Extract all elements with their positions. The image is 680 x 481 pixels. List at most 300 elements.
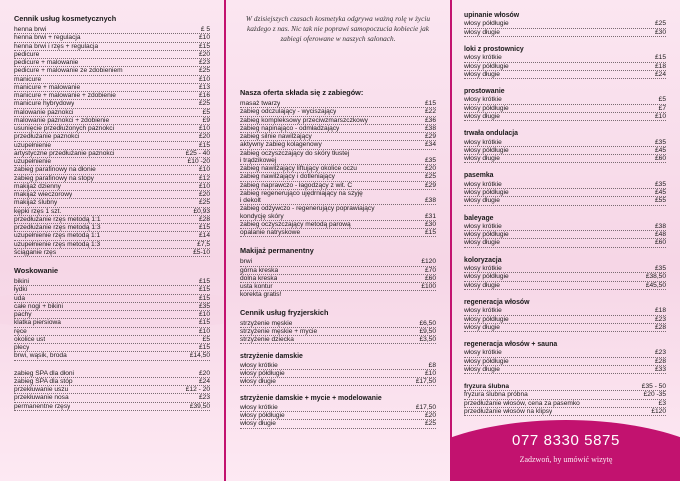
price-row	[464, 391, 666, 399]
service-price: £36	[424, 116, 436, 124]
service-name: przedłużanie włosów na klipsy	[464, 407, 553, 415]
service-price: £23	[198, 394, 210, 402]
price-row	[14, 241, 210, 249]
price-row	[240, 229, 436, 237]
service-name: zabieg nawilżający i dotleniający	[240, 173, 335, 181]
service-name: strzyżenie męskie	[240, 319, 293, 327]
service-price: £20	[424, 165, 436, 172]
service-price: £10	[424, 369, 436, 377]
price-row	[14, 109, 210, 117]
price-row	[14, 295, 210, 303]
booking-tagline: Zadzwoń, by umówić wizytę	[519, 455, 613, 464]
price-row	[464, 408, 666, 416]
service-name: włosy długie	[464, 112, 500, 120]
service-name: usunięcie przedłużonych paznokci	[14, 125, 115, 132]
price-row	[464, 105, 666, 113]
service-price: £10	[198, 311, 210, 318]
price-row	[14, 175, 210, 183]
price-row	[14, 125, 210, 133]
service-name: pedicure + malowanie	[14, 59, 79, 66]
service-price: £20	[198, 191, 210, 198]
service-price: £0,93	[193, 207, 210, 215]
price-row	[14, 403, 210, 411]
price-section	[464, 172, 666, 205]
service-price: £45	[654, 189, 666, 197]
price-row	[14, 249, 210, 257]
service-name: manicure + malowanie	[14, 83, 81, 91]
price-row	[240, 141, 436, 149]
service-name: włosy długie	[464, 197, 500, 205]
service-price: £15	[198, 319, 210, 327]
price-section	[464, 215, 666, 248]
service-price: £30	[424, 220, 436, 228]
price-row	[464, 239, 666, 247]
section-title: baleyage	[464, 214, 494, 222]
service-price: £5	[202, 335, 210, 343]
service-price: £29	[424, 133, 436, 140]
service-price: £28	[198, 215, 210, 223]
intro-text: W dzisiejszych czasach kosmetyka odgrywa ważną rolę w życiu każdego z nas. Nic tak nie poprawi samopoczucia kobiecie jak zabiegi oferowane w naszych salonach.	[245, 14, 431, 43]
section-title: prostowanie	[464, 88, 505, 96]
service-name: włosy krótkie	[240, 361, 278, 369]
price-row	[240, 125, 436, 133]
service-price: £12	[198, 174, 210, 182]
service-price: £14,50	[189, 352, 210, 360]
service-price: £70	[424, 266, 436, 274]
service-name: fryzura ślubna próbna	[464, 391, 528, 399]
service-name: makijaż dzienny	[14, 182, 61, 190]
service-name: pedicure	[14, 50, 40, 58]
section-title: upinanie włosów	[464, 12, 520, 19]
price-row	[464, 20, 666, 28]
section-title: koloryzacja	[464, 256, 502, 264]
service-name: henna brwi i rzęs + regulacja	[14, 42, 99, 50]
price-row	[14, 216, 210, 224]
service-price: £39,50	[189, 402, 210, 410]
price-row	[464, 155, 666, 163]
service-price: £3,50	[419, 336, 436, 343]
service-price: £15	[424, 229, 436, 236]
service-name: usta kontur	[240, 283, 273, 290]
service-price: £20	[424, 412, 436, 420]
service-name: przekłuwanie nosa	[14, 394, 69, 402]
service-name: włosy krótkie	[464, 96, 502, 104]
service-name: henna brwi	[14, 26, 47, 33]
service-name: kępki rzęs 1 szt.	[14, 207, 62, 215]
service-price: £25	[654, 20, 666, 28]
service-name: aktywny zabieg kolagenowy	[240, 141, 322, 149]
service-name: zabieg nawilżający liftujący okolice oczu	[240, 165, 357, 172]
service-name: górna kreska	[240, 266, 279, 274]
price-row	[14, 386, 210, 394]
service-price: £28	[654, 323, 666, 331]
service-name: korekta gratis!	[240, 291, 282, 299]
service-name: klatka piersiowa	[14, 319, 61, 327]
service-price: £20	[198, 133, 210, 141]
service-name: włosy krótkie	[240, 403, 278, 411]
price-row	[464, 223, 666, 231]
price-section	[464, 299, 666, 332]
service-name: malowanie paznokci	[14, 108, 74, 116]
service-name: włosy półdługie	[240, 412, 285, 420]
price-row	[14, 328, 210, 336]
service-name: manicure + malowanie + zdobienie	[14, 92, 116, 99]
price-row	[14, 117, 210, 125]
service-price: £5-10	[193, 248, 210, 256]
service-price: £10	[198, 166, 210, 174]
service-name: opalanie natryskowe	[240, 229, 301, 236]
service-name: włosy półdługie	[464, 189, 509, 197]
service-name: masaż twarzy	[240, 100, 281, 107]
price-row	[464, 324, 666, 332]
service-name: malowanie paznokci + zdobienie	[14, 116, 110, 124]
price-row	[14, 59, 210, 67]
price-row	[464, 181, 666, 189]
price-row	[464, 265, 666, 273]
price-section	[240, 395, 436, 428]
price-row	[14, 51, 210, 59]
service-name: włosy krótkie	[464, 180, 502, 188]
middle-sections	[240, 78, 436, 429]
service-price: £20	[198, 369, 210, 377]
price-row	[240, 291, 436, 298]
service-price: £10 -20	[187, 158, 210, 165]
price-row	[240, 404, 436, 412]
middle-price-list	[226, 0, 450, 438]
service-price: £35	[654, 180, 666, 188]
price-row	[240, 420, 436, 428]
price-row	[14, 92, 210, 100]
price-row	[464, 282, 666, 290]
section-title: Nasza oferta składa się z zabiegów:	[240, 88, 364, 97]
service-price: £48	[654, 231, 666, 239]
service-price: £55	[654, 197, 666, 205]
price-row	[14, 166, 210, 174]
section-title: strzyżenie damskie + mycie + modelowanie	[240, 395, 382, 403]
service-name: włosy długie	[464, 70, 500, 78]
service-price	[433, 190, 436, 197]
service-price	[433, 150, 436, 157]
price-row	[14, 26, 210, 34]
price-row	[464, 231, 666, 239]
price-row	[14, 84, 210, 92]
price-row	[14, 224, 210, 232]
service-price: £23	[654, 349, 666, 357]
service-name: przedłużanie rzęs metodą 1:3	[14, 224, 101, 231]
price-row	[14, 43, 210, 51]
service-price: £15	[198, 344, 210, 351]
price-row	[14, 191, 210, 199]
service-name: włosy długie	[464, 155, 500, 163]
price-row	[464, 366, 666, 374]
price-row	[240, 275, 436, 283]
service-name: artystyczne przedłużanie paznokci	[14, 149, 115, 157]
service-name: włosy półdługie	[240, 369, 285, 377]
price-section	[464, 88, 666, 121]
service-price: £13	[198, 83, 210, 91]
service-price: £15	[198, 278, 210, 285]
price-section	[240, 308, 436, 345]
section-title: Cennik usług kosmetycznych	[14, 14, 117, 23]
price-row	[240, 221, 436, 229]
section-title: Woskowanie	[14, 266, 59, 275]
service-price: £7,5	[197, 240, 210, 248]
service-price: £10	[198, 75, 210, 83]
service-name: uda	[14, 294, 26, 302]
price-section	[464, 383, 666, 416]
service-name: przedłużanie włosów, cena za pasemko	[464, 399, 580, 407]
service-price	[433, 205, 436, 212]
price-row	[240, 150, 436, 157]
service-price: £10	[198, 327, 210, 335]
price-section	[464, 341, 666, 374]
service-name: zabieg odżywczo - regenerujący poprawiający	[240, 205, 375, 213]
service-name: włosy długie	[464, 281, 500, 289]
service-price: £10	[654, 112, 666, 120]
service-name: zabieg oczyszczający metodą parową	[240, 220, 351, 228]
price-row	[464, 358, 666, 366]
service-name: włosy krótkie	[464, 222, 502, 230]
price-row	[14, 183, 210, 191]
price-row	[464, 147, 666, 155]
price-row	[240, 133, 436, 141]
service-price: £35 - 50	[641, 383, 666, 391]
service-price: £3	[658, 399, 666, 407]
service-price: £8	[428, 361, 436, 369]
price-row	[464, 307, 666, 315]
left-price-list	[0, 0, 224, 420]
price-row	[14, 352, 210, 360]
price-row	[240, 378, 436, 386]
service-name: strzyżenie męskie + mycie	[240, 327, 318, 335]
service-price: £33	[654, 365, 666, 373]
service-price: £17,50	[415, 403, 436, 411]
service-price: £34	[424, 141, 436, 149]
service-price: £12 - 20	[185, 386, 210, 393]
price-row	[464, 349, 666, 357]
service-price: £38,50	[645, 273, 666, 281]
service-price: £20 -35	[643, 391, 666, 399]
price-row	[14, 303, 210, 311]
price-row	[240, 100, 436, 108]
service-price: £25	[198, 67, 210, 75]
service-name: uzupełnienie	[14, 158, 52, 165]
service-price: £60	[424, 274, 436, 282]
price-row	[14, 150, 210, 158]
service-price: £60	[654, 239, 666, 247]
service-name: manicure hybrydowy	[14, 100, 75, 108]
price-row	[240, 336, 436, 344]
price-row	[14, 232, 210, 240]
section-title: strzyżenie damskie	[240, 353, 303, 361]
service-price: £15	[198, 224, 210, 231]
service-price: £7	[658, 104, 666, 112]
service-name: manicure	[14, 75, 42, 83]
service-name: brwi	[240, 258, 253, 266]
service-price: £15	[198, 286, 210, 294]
price-row	[14, 142, 210, 150]
service-price: £25	[424, 420, 436, 428]
service-name: fryzura ślubna	[464, 383, 510, 391]
price-row	[240, 258, 436, 266]
price-row	[464, 54, 666, 62]
service-name: pachy	[14, 311, 32, 318]
service-name: przedłużanie rzęs metodą 1:1	[14, 215, 101, 223]
service-name: makijaż ślubny	[14, 199, 58, 207]
service-name: włosy półdługie	[464, 20, 509, 28]
service-price: £100	[421, 283, 436, 290]
service-price: £ 5	[200, 26, 210, 33]
service-name: zabieg SPA dla dłoni	[14, 369, 74, 377]
service-price: £28	[654, 357, 666, 365]
price-row	[14, 67, 210, 75]
price-row	[240, 267, 436, 275]
service-price: £15	[198, 141, 210, 149]
price-section	[240, 88, 436, 237]
price-row	[464, 383, 666, 391]
price-row	[240, 328, 436, 336]
right-price-list	[452, 0, 680, 425]
service-price: £30	[654, 28, 666, 36]
service-name: ręce	[14, 327, 27, 335]
section-title: regeneracja włosów + sauna	[464, 341, 558, 348]
service-name: henna brwi + regulacja	[14, 34, 81, 42]
price-row	[240, 362, 436, 370]
service-price: £24	[654, 70, 666, 78]
service-name: zabieg silnie nawilżający	[240, 133, 312, 140]
service-price: £15	[424, 100, 436, 107]
service-price	[433, 291, 436, 298]
service-name: włosy długie	[464, 365, 500, 373]
service-price: £10	[198, 182, 210, 190]
service-price: £35	[654, 265, 666, 273]
service-name: bikini	[14, 278, 30, 285]
service-name: włosy półdługie	[464, 357, 509, 365]
service-name: włosy półdługie	[464, 146, 509, 154]
section-title: Cennik usług fryzjerskich	[240, 307, 329, 317]
service-name: przekłuwanie uszu	[14, 386, 69, 393]
price-row	[464, 197, 666, 205]
service-price: £120	[421, 258, 436, 266]
price-row	[464, 400, 666, 408]
service-price: £29	[424, 181, 436, 189]
service-price: £10	[198, 125, 210, 132]
service-price: £38	[424, 124, 436, 132]
price-row	[14, 278, 210, 286]
service-price: £45,50	[645, 281, 666, 289]
service-name: uzupełnienie	[14, 141, 52, 149]
decorative-wave-bottom	[452, 420, 680, 481]
price-row	[240, 283, 436, 291]
price-row	[464, 71, 666, 79]
service-name: zabieg kompleksowy przeciwzmarszczkowy	[240, 116, 368, 124]
service-name: i dekolt	[240, 197, 261, 204]
price-row	[464, 189, 666, 197]
service-price: £18	[654, 307, 666, 315]
price-section	[14, 370, 210, 411]
price-column-middle	[226, 0, 450, 481]
price-row	[240, 412, 436, 420]
price-row	[464, 96, 666, 104]
service-price: £25	[198, 199, 210, 207]
price-row	[14, 378, 210, 386]
price-row	[14, 133, 210, 141]
service-name: łydki	[14, 286, 28, 294]
service-name: zabieg SPA dla stóp	[14, 377, 73, 385]
service-name: dolna kreska	[240, 274, 278, 282]
service-price: £31	[424, 212, 436, 220]
service-name: włosy krótkie	[464, 54, 502, 62]
price-row	[14, 311, 210, 319]
section-title: loki z prostownicy	[464, 45, 524, 53]
section-title: Makijaż permanentny	[240, 246, 314, 256]
price-row	[240, 173, 436, 181]
price-row	[464, 316, 666, 324]
price-row	[464, 139, 666, 147]
service-name: permanentne rzęsy	[14, 402, 71, 410]
service-name: okolice ust	[14, 335, 46, 343]
price-column-left	[0, 0, 224, 481]
service-name: makijaż wieczorowy	[14, 191, 73, 198]
service-price: £14	[198, 232, 210, 240]
service-name: włosy półdługie	[464, 315, 509, 323]
service-price: £25	[424, 173, 436, 181]
price-section	[464, 130, 666, 163]
service-price: £25	[198, 100, 210, 108]
service-name: zabieg parafinowy na dłonie	[14, 166, 96, 174]
price-row	[14, 286, 210, 294]
service-price: £22	[424, 108, 436, 116]
price-row	[14, 158, 210, 166]
price-row	[464, 113, 666, 121]
service-price: £38	[654, 222, 666, 230]
service-name: włosy krótkie	[464, 265, 502, 273]
service-name: uzupełnienie rzęs metodą 1:3	[14, 240, 101, 248]
service-name: pedicure + malowanie ze zdobieniem	[14, 67, 123, 75]
service-price: £35	[198, 302, 210, 310]
service-price: £38	[424, 197, 436, 204]
price-row	[240, 213, 436, 221]
service-name: i trądzikowej	[240, 156, 277, 164]
price-section	[464, 46, 666, 79]
service-name: włosy długie	[464, 323, 500, 331]
service-price: £45	[654, 146, 666, 154]
price-row	[240, 165, 436, 173]
price-row	[464, 29, 666, 37]
service-name: włosy krótkie	[464, 349, 502, 357]
price-row	[240, 117, 436, 125]
service-price: £60	[654, 155, 666, 163]
price-column-right	[452, 0, 680, 481]
service-name: zabieg parafinowy na stopy	[14, 174, 94, 182]
price-row	[14, 394, 210, 402]
service-name: zabieg regenerująco ujędrniający na szyję	[240, 189, 363, 197]
service-price: £120	[651, 407, 666, 415]
price-section	[240, 246, 436, 298]
price-section	[464, 257, 666, 290]
service-price: £9,50	[419, 327, 436, 335]
phone-number[interactable]: 077 8330 5875	[512, 432, 620, 449]
price-row	[240, 108, 436, 116]
service-price: £5	[658, 96, 666, 104]
price-row	[240, 190, 436, 197]
price-row	[14, 344, 210, 352]
service-price: £17,50	[415, 378, 436, 386]
service-name: całe nogi + bikini	[14, 302, 63, 310]
price-row	[240, 370, 436, 378]
service-price: £15	[654, 54, 666, 62]
service-price: £20	[198, 50, 210, 58]
